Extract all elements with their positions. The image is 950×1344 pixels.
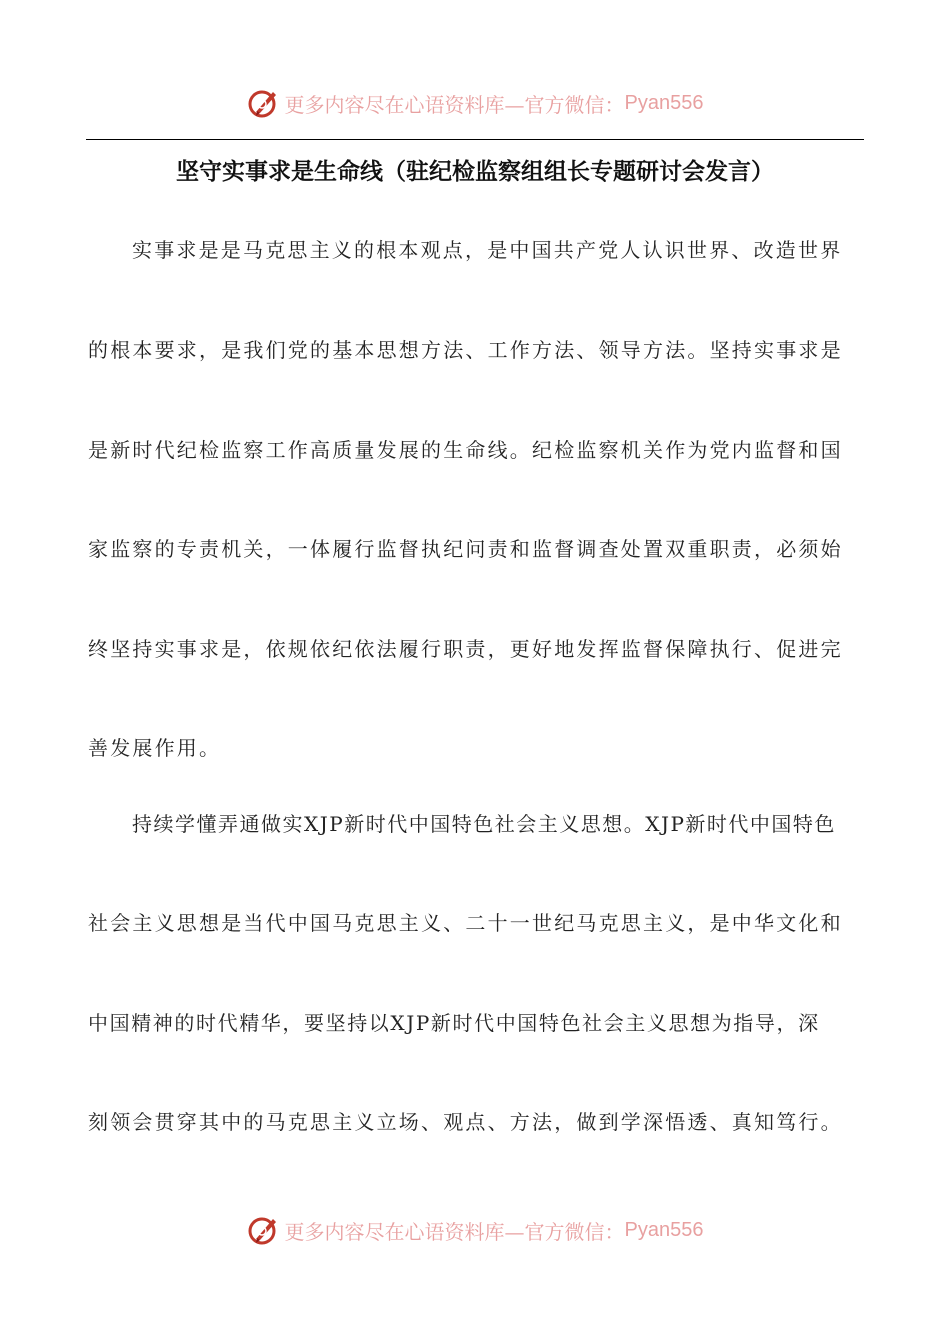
- body-line: 终坚持实事求是，依规依纪依法履行职责，更好地发挥监督保障执行、促进完: [88, 637, 843, 661]
- quill-seal-logo-icon: [247, 1213, 281, 1247]
- header-banner-wechat-id: Pyan556: [624, 91, 704, 114]
- header-banner: [0, 83, 950, 123]
- body-line: 善发展作用。: [88, 736, 222, 760]
- body-line: 实事求是是马克思主义的根本观点，是中国共产党人认识世界、改造世界: [132, 238, 843, 262]
- footer-banner-text: 更多内容尽在心语资料库—官方微信：: [284, 1219, 625, 1244]
- footer-banner-wechat-id: Pyan556: [624, 1218, 704, 1241]
- body-line: 家监察的专责机关，一体履行监督执纪问责和监督调查处置双重职责，必须始: [88, 537, 843, 561]
- body-line: 中国精神的时代精华，要坚持以XJP新时代中国特色社会主义思想为指导，深: [88, 1011, 820, 1035]
- body-line: 社会主义思想是当代中国马克思主义、二十一世纪马克思主义，是中华文化和: [88, 911, 843, 935]
- body-line: 是新时代纪检监察工作高质量发展的生命线。纪检监察机关作为党内监督和国: [88, 438, 843, 462]
- body-line: 持续学懂弄通做实XJP新时代中国特色社会主义思想。XJP新时代中国特色: [132, 812, 836, 836]
- footer-banner: [0, 1210, 950, 1250]
- quill-seal-logo-icon: [247, 86, 281, 120]
- header-divider: [86, 139, 864, 140]
- document-title: 坚守实事求是生命线（驻纪检监察组组长专题研讨会发言）: [176, 159, 774, 185]
- body-line: 的根本要求，是我们党的基本思想方法、工作方法、领导方法。坚持实事求是: [88, 338, 843, 362]
- header-banner-text: 更多内容尽在心语资料库—官方微信：: [284, 92, 625, 117]
- body-line: 刻领会贯穿其中的马克思主义立场、观点、方法，做到学深悟透、真知笃行。: [88, 1110, 843, 1134]
